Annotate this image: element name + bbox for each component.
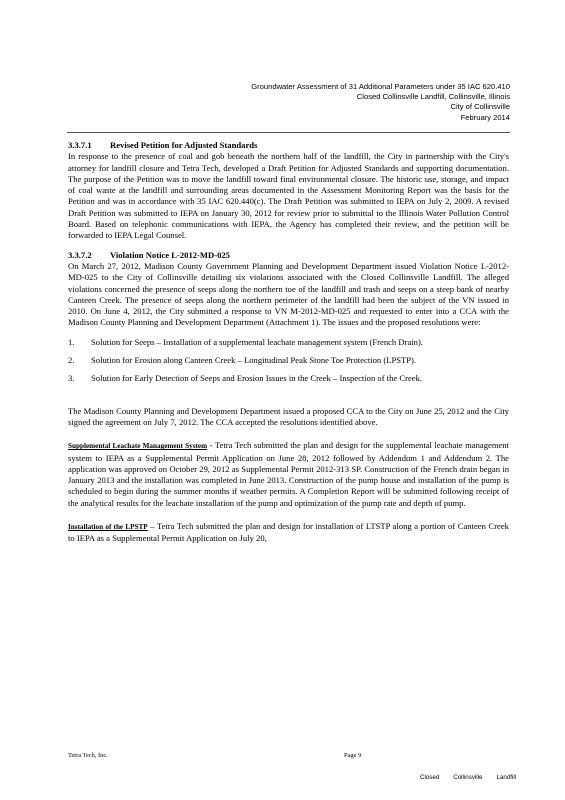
footer-site-word: Closed [420,774,440,781]
header-client: City of Collinsville [450,102,510,112]
footer-site-word: Landfill [496,774,517,781]
section-number: 3.3.7.1 [68,140,92,150]
list-item-number: 2. [68,355,75,366]
paragraph-cca-accepted: The Madison County Planning and Development Department issued a proposed CCA to the City on June 25, 2012 and the City signed the agreement on July 7, 2012. The CCA accepted the resolutions identified above. [68,405,509,427]
list-item-text: Solution for Erosion along Canteen Creek – Longitudinal Peak Stone Toe Protection (LPSTP). [91,355,417,366]
section-number: 3.3.7.2 [68,249,92,260]
section-heading-violation-notice [68,250,509,261]
list-item-text: Solution for Early Detection of Seeps and Erosion Issues in the Creek – Inspection of the Creek. [91,373,423,384]
header-date: February 2014 [460,112,510,122]
lpstp-label: Installation of the LPSTP [68,523,148,532]
header-site-name: Closed Collinsville Landfill, Collinsville, Illinois [356,92,510,102]
lpstp-text: – Tetra Tech submitted the plan and design for installation of LTSTP along a portion of Canteen Creek to IEPA as a Supplemental Permit Application on July 20, [68,521,509,544]
footer-page-number: Page 9 [344,752,362,759]
list-item-number: 3. [68,373,75,384]
document-body [68,140,509,545]
paragraph-violation-notice: On March 27, 2012, Madison County Government Planning and Development Department issued Violation Notice L-2012-MD-025 to the City of Collinsville detailing six violations associated with the Closed Collinsville Landfill. The alleged violations concerned the presence of seeps along the northern toe of the landfill and trash and seeps on a steep bank of nearby Canteen Creek. The presence of seeps along the northern perimeter of the landfill had been the subject of the VN issued in 2010. On June 4, 2012, the City submitted a response to VN M-2012-MD-025 and requested to enter into a CCA with the Madison County Planning and Development Department (Attachment 1). The issues and the proposed resolutions were: [68,260,509,328]
section-title: Violation Notice L-2012-MD-025 [110,249,230,260]
footer-site-word: Collinsville [453,774,483,781]
header-divider [67,132,510,133]
list-item [68,355,509,366]
running-header [251,82,510,123]
resolutions-list [68,337,509,385]
header-report-title: Groundwater Assessment of 31 Additional Parameters under 35 IAC 620.410 [251,82,510,91]
list-item [68,337,509,348]
supplemental-label: Supplemental Leachate Management System [68,442,208,451]
paragraph-lpstp-installation [68,521,509,545]
section-heading-revised-petition [68,140,509,151]
list-item-text: Solution for Seeps – Installation of a supplemental leachate management system (French Drain). [91,336,423,347]
footer-company: Tetra Tech, Inc. [68,752,108,759]
section-title: Revised Petition for Adjusted Standards [110,140,258,150]
list-item [68,373,509,384]
paragraph-supplemental-leachate [68,440,509,509]
footer-site-label [420,774,530,781]
list-item-number: 1. [68,336,75,347]
paragraph-revised-petition: In response to the presence of coal and gob beneath the northern half of the landfill, the City in partnership with the City's attorney for landfill closure and Tetra Tech, developed a Draft Petition for Adjusted Standards and supporting documentation. The purpose of the Petition was to move the landfill toward final environmental closure. The historic use, storage, and impact of coal waste at the landfill and surrounding areas documented in the Assessment Monitoring Report was the basis for the Petition and was in accordance with 35 IAC 620.440(c). The Draft Petition was submitted to IEPA on July 2, 2009. A revised Draft Petition was submitted to IEPA on January 30, 2012 for review prior to submittal to the Illinois Water Pollution Control Board. Based on telephonic communications with IEPA, the Agency has completed their review, and the petition will be forwarded to IEPA Legal Counsel. [68,151,509,241]
supplemental-text: - Tetra Tech submitted the plan and design for the supplemental leachate management system to IEPA as a Supplemental Permit Application on June 28, 2012 followed by Addendum 1 and Addendum 2. The application was approved on October 29, 2012 as Supplemental Permit 2012-313 SP. Construction of the French drain began in January 2013 and the installation was completed in June 2013. Construction of the pump house and installation of the pump is scheduled to begin during the summer months if weather permits. A Completion Report will be submitted following receipt of the analytical results for the leachate installation of the pump and optimization of the pump rate and depth of pump. [68,440,510,508]
